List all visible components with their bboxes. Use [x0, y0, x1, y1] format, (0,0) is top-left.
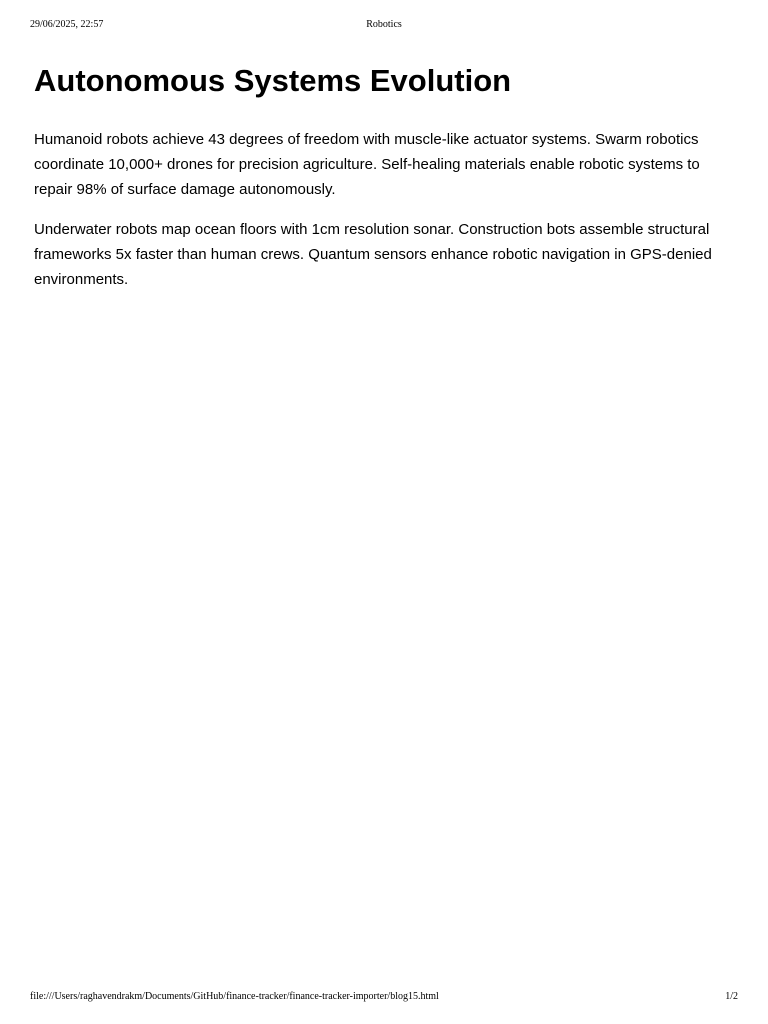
- article-paragraph: Underwater robots map ocean floors with 1cm resolution sonar. Construction bots assemble structural frameworks 5x faster than human crews. Quantum sensors enhance robotic navigation in GPS-denied environments.: [34, 221, 712, 288]
- print-file-url: file:///Users/raghavendrakm/Documents/GitHub/finance-tracker/finance-tracker-importer/blog15.html: [30, 991, 439, 1002]
- print-page-number: 1/2: [725, 991, 738, 1002]
- article-title: Autonomous Systems Evolution: [34, 63, 512, 98]
- article-paragraph: Humanoid robots achieve 43 degrees of freedom with muscle-like actuator systems. Swarm robotics coordinate 10,000+ drones for precision agriculture. Self-healing materials enable robotic systems to repair 98% of surface damage autonomously.: [34, 131, 700, 198]
- print-footer: [0, 991, 768, 1005]
- article: [34, 60, 734, 292]
- print-page-title: Robotics: [366, 19, 402, 30]
- print-header: [0, 19, 768, 33]
- print-datetime: 29/06/2025, 22:57: [30, 19, 104, 30]
